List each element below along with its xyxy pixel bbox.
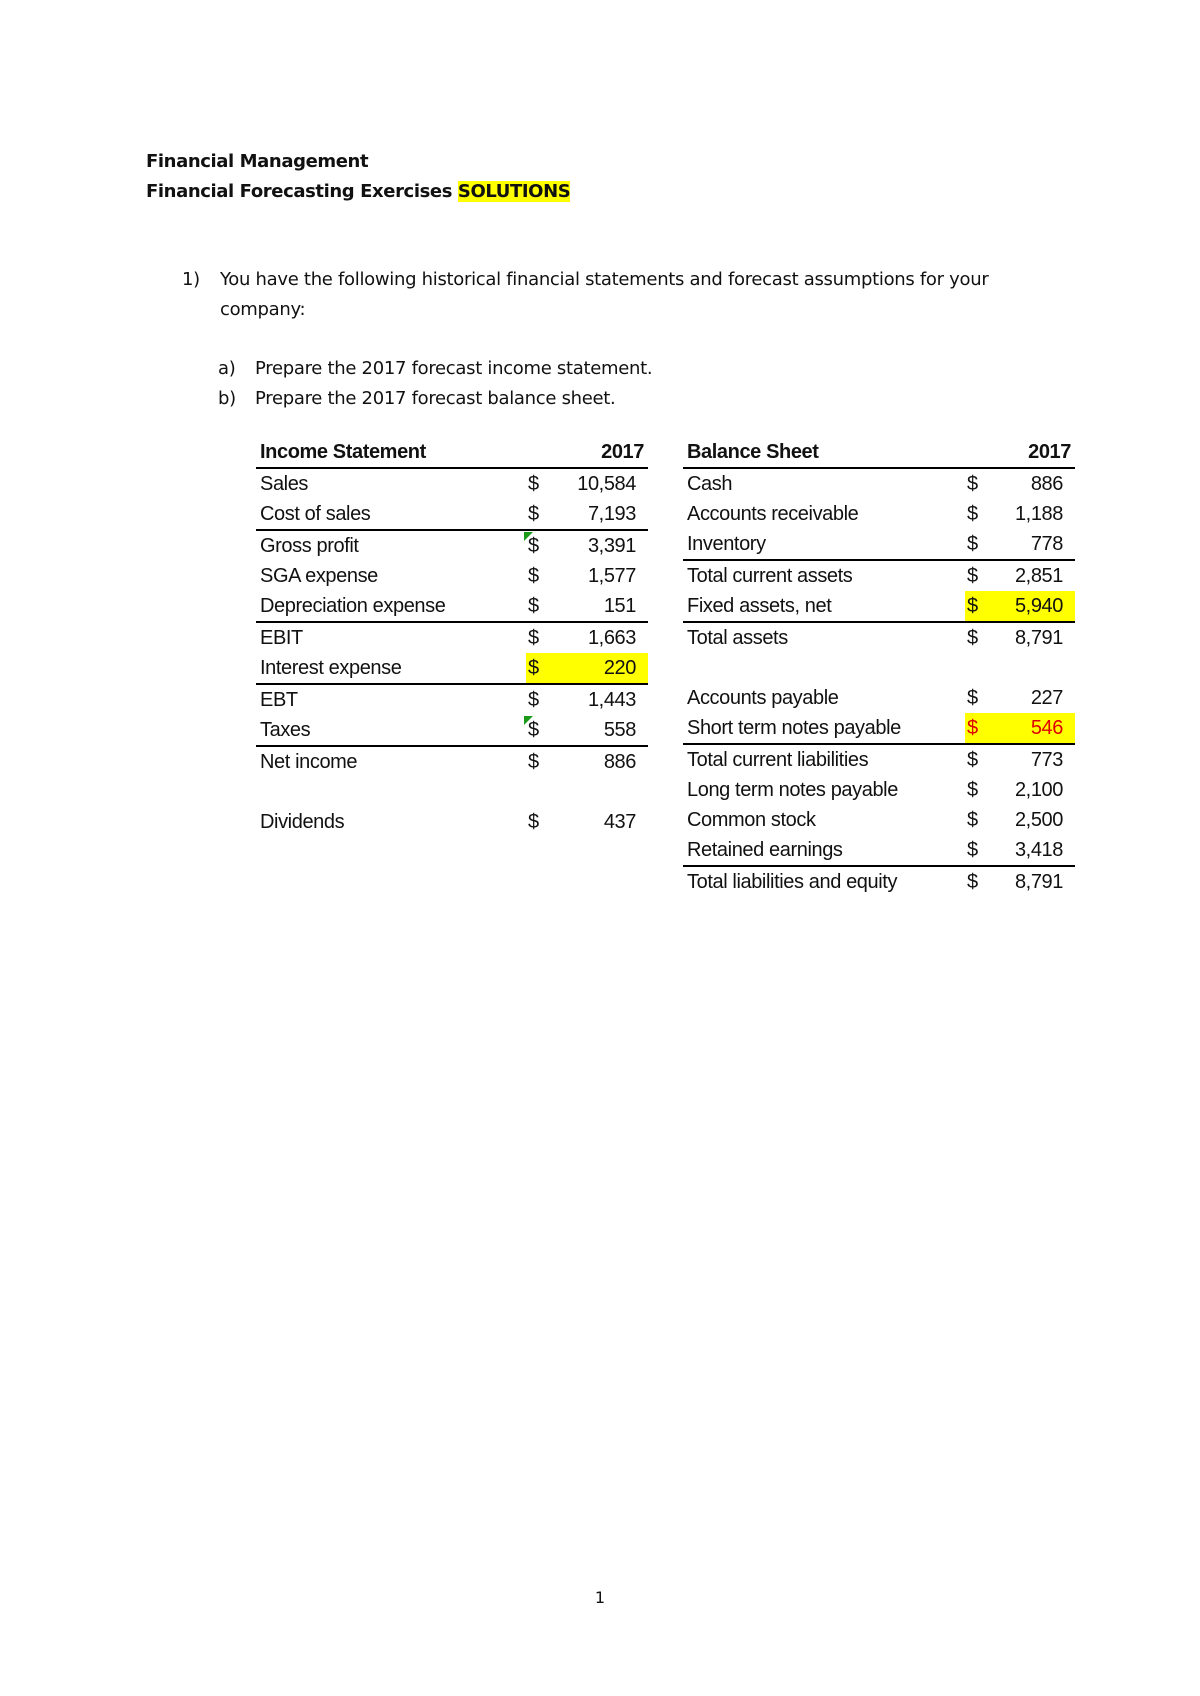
row-value: 2,500 bbox=[1014, 808, 1063, 831]
table-row bbox=[256, 684, 648, 715]
table-row bbox=[683, 560, 1075, 591]
row-value: 5,940 bbox=[1005, 591, 1075, 622]
table-header-row bbox=[256, 437, 648, 468]
row-label: Retained earnings bbox=[687, 838, 843, 861]
row-label: Short term notes payable bbox=[687, 716, 901, 739]
row-value: 151 bbox=[603, 594, 636, 617]
row-label: Inventory bbox=[687, 532, 766, 555]
comment-flag-icon[interactable] bbox=[524, 532, 533, 541]
table-row bbox=[256, 561, 648, 591]
table-row bbox=[683, 775, 1075, 805]
row-value: 1,577 bbox=[587, 564, 636, 587]
row-value: 886 bbox=[1030, 472, 1063, 495]
table-row bbox=[256, 715, 648, 746]
table-row bbox=[256, 653, 648, 684]
row-value: 558 bbox=[603, 718, 636, 741]
currency-symbol: $ bbox=[965, 713, 1005, 744]
subquestion-label: b) bbox=[218, 388, 236, 409]
currency-symbol: $ bbox=[967, 778, 978, 801]
row-label: Dividends bbox=[260, 810, 345, 833]
row-label: Accounts receivable bbox=[687, 502, 859, 525]
currency-symbol: $ bbox=[967, 808, 978, 831]
exercise-title-text: Financial Forecasting Exercises bbox=[146, 181, 458, 202]
row-value: 8,791 bbox=[1005, 622, 1075, 653]
row-label: Common stock bbox=[687, 808, 816, 831]
row-label: Taxes bbox=[260, 718, 311, 741]
currency-symbol: $ bbox=[528, 502, 539, 525]
table-row bbox=[683, 622, 1075, 653]
currency-symbol: $ bbox=[526, 746, 572, 777]
row-label: Total liabilities and equity bbox=[683, 866, 965, 897]
income-statement-table bbox=[256, 437, 648, 837]
row-label: Interest expense bbox=[260, 656, 402, 679]
row-value: 1,663 bbox=[572, 622, 648, 653]
row-value: 3,418 bbox=[1014, 838, 1063, 861]
row-label: Cash bbox=[687, 472, 733, 495]
currency-symbol: $ bbox=[526, 653, 572, 684]
currency-symbol: $ bbox=[967, 686, 978, 709]
currency-cell bbox=[526, 530, 572, 561]
row-label: Fixed assets, net bbox=[687, 594, 832, 617]
income-statement-year: 2017 bbox=[572, 437, 648, 468]
table-row bbox=[256, 807, 648, 837]
currency-symbol: $ bbox=[528, 564, 539, 587]
comment-flag-icon[interactable] bbox=[524, 716, 533, 725]
currency-symbol: $ bbox=[967, 472, 978, 495]
currency-symbol: $ bbox=[965, 560, 1005, 591]
document-header bbox=[146, 147, 570, 207]
row-value: 1,188 bbox=[1014, 502, 1063, 525]
balance-sheet-table bbox=[683, 437, 1075, 897]
table-row bbox=[683, 835, 1075, 866]
row-label: Sales bbox=[260, 472, 309, 495]
row-label: Accounts payable bbox=[687, 686, 839, 709]
table-row bbox=[256, 499, 648, 530]
row-value: 8,791 bbox=[1005, 866, 1075, 897]
row-value: 886 bbox=[572, 746, 648, 777]
row-label: Gross profit bbox=[256, 530, 526, 561]
currency-symbol: $ bbox=[967, 838, 978, 861]
row-value: 2,851 bbox=[1005, 560, 1075, 591]
table-row bbox=[683, 713, 1075, 744]
subquestion-text: Prepare the 2017 forecast income statement. bbox=[255, 358, 653, 379]
currency-symbol: $ bbox=[965, 866, 1005, 897]
table-row-spacer bbox=[683, 653, 1075, 683]
currency-symbol: $ bbox=[965, 622, 1005, 653]
row-label: Net income bbox=[256, 746, 526, 777]
row-label: EBIT bbox=[256, 622, 526, 653]
currency-symbol: $ bbox=[965, 744, 1005, 775]
row-value: 3,391 bbox=[572, 530, 648, 561]
table-row bbox=[683, 744, 1075, 775]
currency-symbol: $ bbox=[967, 532, 978, 555]
row-label: Depreciation expense bbox=[260, 594, 446, 617]
row-value: 220 bbox=[572, 653, 648, 684]
subquestion-text: Prepare the 2017 forecast balance sheet. bbox=[255, 388, 616, 409]
exercise-title bbox=[146, 177, 570, 207]
table-header-row bbox=[683, 437, 1075, 468]
row-label: Cost of sales bbox=[260, 502, 371, 525]
currency-symbol: $ bbox=[526, 622, 572, 653]
currency-symbol: $ bbox=[528, 810, 539, 833]
table-row bbox=[256, 746, 648, 777]
currency-symbol: $ bbox=[528, 472, 539, 495]
table-row bbox=[683, 866, 1075, 897]
table-row bbox=[683, 591, 1075, 622]
row-value: 773 bbox=[1005, 744, 1075, 775]
row-value: 1,443 bbox=[572, 684, 648, 715]
income-statement-title: Income Statement bbox=[256, 437, 526, 468]
table-row bbox=[256, 468, 648, 499]
course-title: Financial Management bbox=[146, 151, 369, 172]
row-label: EBT bbox=[256, 684, 526, 715]
table-row bbox=[683, 529, 1075, 560]
row-label: SGA expense bbox=[260, 564, 378, 587]
table-row bbox=[683, 683, 1075, 713]
currency-symbol: $ bbox=[967, 502, 978, 525]
table-row bbox=[683, 468, 1075, 499]
balance-sheet-year: 2017 bbox=[1005, 437, 1075, 468]
row-value: 227 bbox=[1030, 686, 1063, 709]
currency-symbol: $ bbox=[528, 594, 539, 617]
row-label: Total assets bbox=[683, 622, 965, 653]
table-row bbox=[256, 530, 648, 561]
row-value: 2,100 bbox=[1014, 778, 1063, 801]
row-label: Total current assets bbox=[683, 560, 965, 591]
balance-sheet-title: Balance Sheet bbox=[683, 437, 965, 468]
currency-symbol: $ bbox=[526, 684, 572, 715]
row-value: 437 bbox=[603, 810, 636, 833]
subquestion-label: a) bbox=[218, 358, 236, 379]
row-label: Long term notes payable bbox=[687, 778, 898, 801]
question-number: 1) bbox=[182, 269, 200, 290]
table-row bbox=[256, 622, 648, 653]
currency-symbol: $ bbox=[528, 534, 539, 557]
row-value: 546 bbox=[1005, 713, 1075, 744]
row-value: 7,193 bbox=[587, 502, 636, 525]
currency-cell bbox=[526, 715, 572, 746]
question-text: You have the following historical financial statements and forecast assumptions for your company: bbox=[220, 269, 989, 320]
table-row bbox=[683, 499, 1075, 529]
table-row-spacer bbox=[256, 777, 648, 807]
row-value: 10,584 bbox=[577, 472, 636, 495]
currency-symbol: $ bbox=[528, 718, 539, 741]
row-value: 778 bbox=[1030, 532, 1063, 555]
table-row bbox=[256, 591, 648, 622]
page-number: 1 bbox=[594, 1588, 606, 1607]
solutions-highlight: SOLUTIONS bbox=[457, 181, 571, 202]
question-1 bbox=[182, 265, 1062, 325]
row-label: Total current liabilities bbox=[683, 744, 965, 775]
currency-symbol: $ bbox=[965, 591, 1005, 622]
table-row bbox=[683, 805, 1075, 835]
